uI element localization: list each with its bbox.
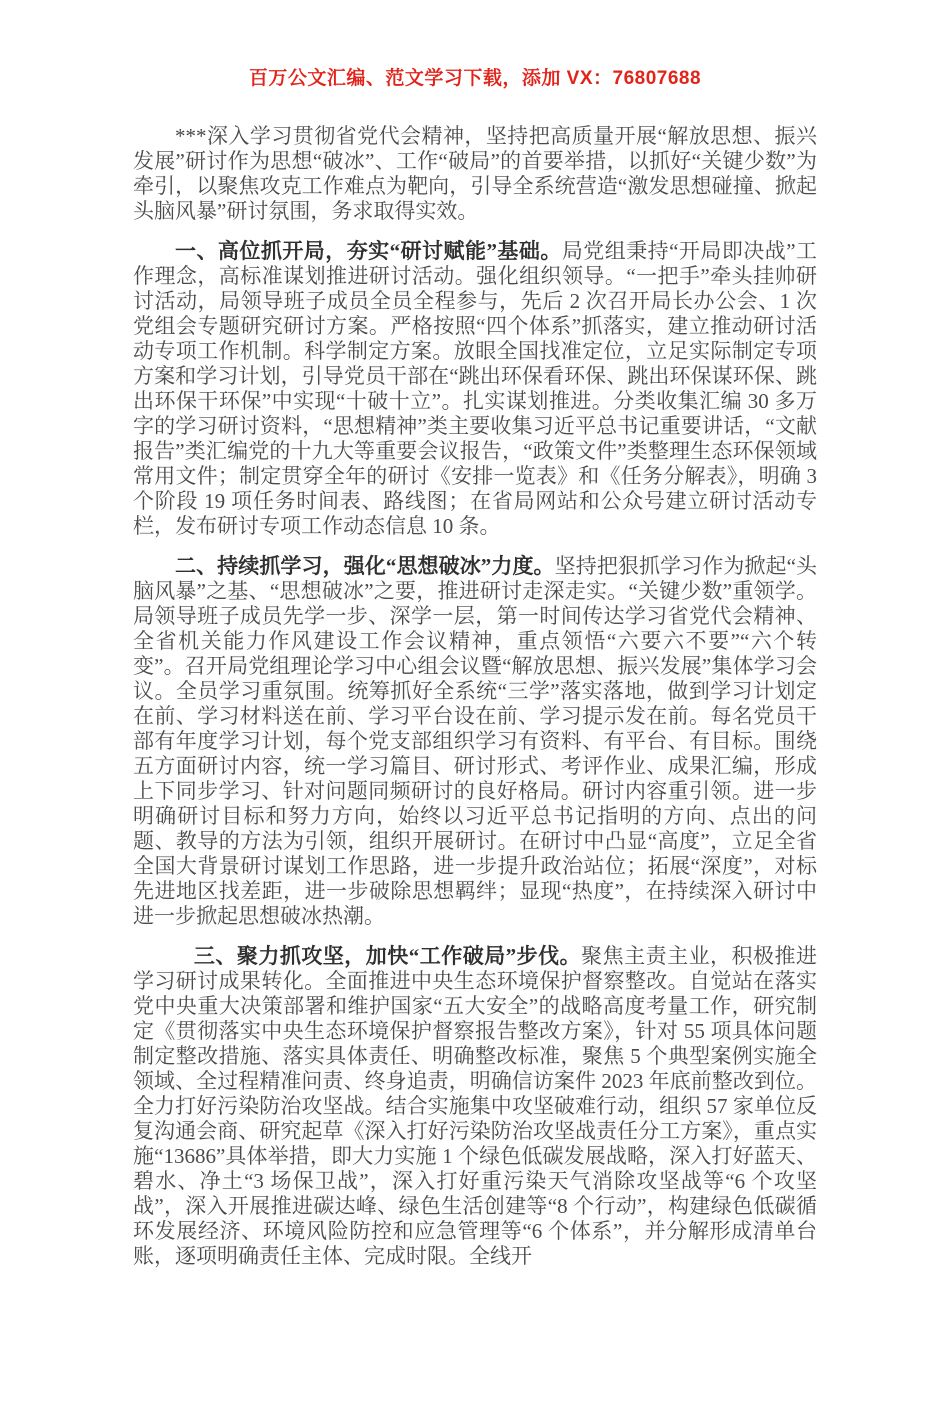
paragraph-section-2 (133, 554, 817, 929)
section-2-heading: 二、持续抓学习，强化“思想破冰”力度。 (175, 554, 555, 578)
section-1-heading: 一、高位抓开局，夯实“研讨赋能”基础。 (175, 239, 562, 263)
paragraph-section-1 (133, 239, 817, 539)
section-2-text: 坚持把狠抓学习作为掀起“头脑风暴”之基、“思想破冰”之要，推进研讨走深走实。“关键少数”重领学。局领导班子成员先学一步、深学一层，第一时间传达学习省党代会精神、全省机关能力作风建设工作会议精神，重点领悟“六要六不要”“六个转变”。召开局党组理论学习中心组会议暨“解放思想、振兴发展”集体学习会议。全员学习重氛围。统筹抓好全系统“三学”落实落地，做到学习计划定在前、学习材料送在前、学习平台设在前、学习提示发在前。每名党员干部有年度学习计划，每个党支部组织学习有资料、有平台、有目标。围绕五方面研讨内容，统一学习篇目、研讨形式、考评作业、成果汇编，形成上下同步学习、针对问题同频研讨的良好格局。研讨内容重引领。进一步明确研讨目标和努力方向，始终以习近平总书记指明的方向、点出的问题、教导的方法为引领，组织开展研讨。在研讨中凸显“高度”，立足全省全国大背景研讨谋划工作思路，进一步提升政治站位；拓展“深度”，对标先进地区找差距，进一步破除思想羁绊；显现“热度”，在持续深入研讨中进一步掀起思想破冰热潮。 (133, 554, 817, 928)
section-3-heading: 三、聚力抓攻坚，加快“工作破局”步伐。 (193, 944, 582, 968)
section-1-text: 局党组秉持“开局即决战”工作理念，高标准谋划推进研讨活动。强化组织领导。“一把手”牵头挂帅研讨活动，局领导班子成员全员全程参与，先后 2 次召开局长办公会、1 次党组会专题研究研讨方案。严格按照“四个体系”抓落实，建立推动研讨活动专项工作机制。科学制定方案。放眼全国找准定位，立足实际制定专项方案和学习计划，引导党员干部在“跳出环保看环保、跳出环保谋环保、跳出环保干环保”中实现“十破十立”。扎实谋划推进。分类收集汇编 30 多万字的学习研讨资料，“思想精神”类主要收集习近平总书记重要讲话，“文献报告”类汇编党的十九大等重要会议报告，“政策文件”类整理生态环保领域常用文件；制定贯穿全年的研讨《安排一览表》和《任务分解表》，明确 3 个阶段 19 项任务时间表、路线图；在省局网站和公众号建立研讨活动专栏，发布研讨专项工作动态信息 10 条。 (133, 239, 818, 538)
section-3-text: 聚焦主责主业，积极推进学习研讨成果转化。全面推进中央生态环境保护督察整改。自觉站在落实党中央重大决策部署和维护国家“五大安全”的战略高度考量工作，研究制定《贯彻落实中央生态环境保护督察报告整改方案》，针对 55 项具体问题制定整改措施、落实具体责任、明确整改标准，聚焦 5 个典型案例实施全领域、全过程精准问责、终身追责，明确信访案件 2023 年底前整改到位。全力打好污染防治攻坚战。结合实施集中攻坚破难行动，组织 57 家单位反复沟通会商、研究起草《深入打好污染防治攻坚战责任分工方案》，重点实施“13686”具体举措，即大力实施 1 个绿色低碳发展战略，深入打好蓝天、碧水、净土“3 场保卫战”，深入打好重污染天气消除攻坚战等“6 个攻坚战”，深入开展推进碳达峰、绿色生活创建等“8 个行动”，构建绿色低碳循环发展经济、环境风险防控和应急管理等“6 个体系”，并分解形成清单台账，逐项明确责任主体、完成时限。全线开 (133, 944, 818, 1268)
paragraph-intro (133, 124, 817, 224)
paragraph-intro-text: ***深入学习贯彻省党代会精神，坚持把高质量开展“解放思想、振兴发展”研讨作为思想“破冰”、工作“破局”的首要举措，以抓好“关键少数”为牵引，以聚焦攻克工作难点为靶向，引导全系统营造“激发思想碰撞、掀起头脑风暴”研讨氛围，务求取得实效。 (133, 124, 817, 223)
watermark-notice: 百万公文汇编、范文学习下载，添加 VX：76807688 (248, 68, 702, 89)
document-page (0, 67, 950, 1411)
paragraph-section-3 (133, 944, 817, 1269)
document-body (133, 124, 817, 1269)
